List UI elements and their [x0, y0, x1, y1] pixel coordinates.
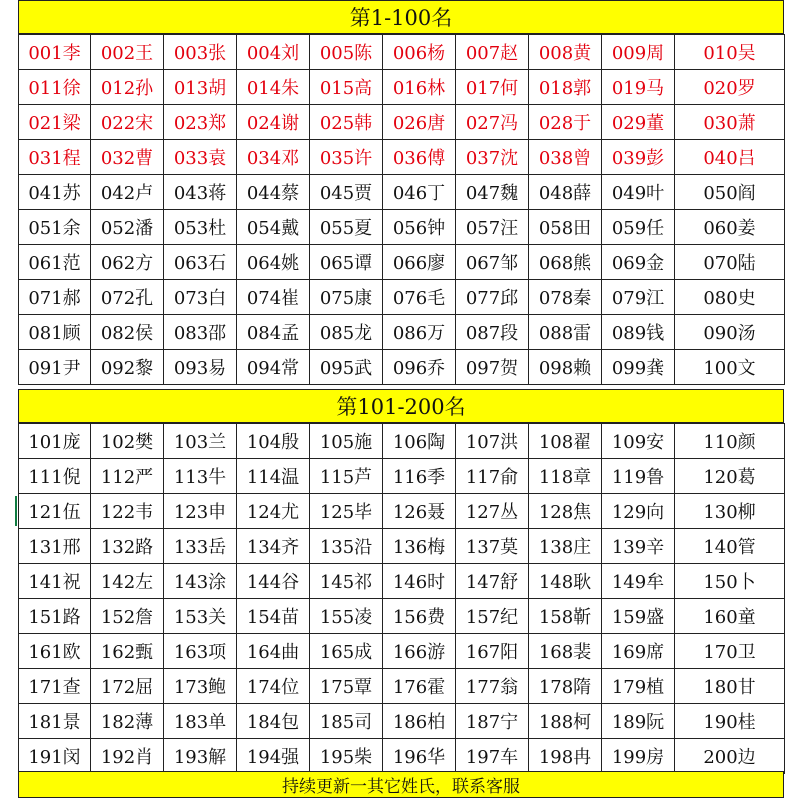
surname-cell[interactable]: 165成 [310, 634, 383, 669]
surname-cell[interactable]: 105施 [310, 424, 383, 459]
surname-cell[interactable]: 077邱 [456, 280, 529, 315]
surname-cell[interactable]: 062方 [91, 245, 164, 280]
surname-cell[interactable]: 056钟 [383, 210, 456, 245]
table-row [19, 245, 785, 280]
surname-cell[interactable]: 135沿 [310, 529, 383, 564]
surname-cell[interactable]: 014朱 [237, 70, 310, 105]
surname-cell[interactable]: 007赵 [456, 35, 529, 70]
surname-cell[interactable]: 029董 [602, 105, 675, 140]
surname-cell[interactable]: 053杜 [164, 210, 237, 245]
surname-cell[interactable]: 084孟 [237, 315, 310, 350]
table-row [19, 175, 785, 210]
surname-cell[interactable]: 083邵 [164, 315, 237, 350]
surname-cell[interactable]: 167阳 [456, 634, 529, 669]
surname-cell[interactable]: 155凌 [310, 599, 383, 634]
surname-cell[interactable]: 044蔡 [237, 175, 310, 210]
surname-cell[interactable]: 133岳 [164, 529, 237, 564]
surname-cell[interactable]: 118章 [529, 459, 602, 494]
surname-cell[interactable]: 199房 [602, 739, 675, 774]
surname-cell[interactable]: 184包 [237, 704, 310, 739]
surname-cell[interactable]: 112严 [91, 459, 164, 494]
surname-cell[interactable]: 082侯 [91, 315, 164, 350]
surname-cell[interactable]: 030萧 [675, 105, 785, 140]
surname-cell[interactable]: 072孔 [91, 280, 164, 315]
surname-cell[interactable]: 136梅 [383, 529, 456, 564]
surname-cell[interactable]: 101庞 [19, 424, 91, 459]
footer-text: 持续更新一其它姓氏，联系客服 [282, 777, 520, 797]
surname-cell[interactable]: 048薛 [529, 175, 602, 210]
table-row [19, 105, 785, 140]
surname-cell[interactable]: 143涂 [164, 564, 237, 599]
surname-cell[interactable]: 065谭 [310, 245, 383, 280]
surname-table-1-100 [18, 34, 785, 385]
table-row [19, 529, 785, 564]
surname-cell[interactable]: 032曹 [91, 140, 164, 175]
surname-cell[interactable]: 121伍 [19, 494, 91, 529]
table-row [19, 350, 785, 385]
surname-cell[interactable]: 097贺 [456, 350, 529, 385]
surname-cell[interactable]: 175覃 [310, 669, 383, 704]
surname-cell[interactable]: 194强 [237, 739, 310, 774]
table-row [19, 564, 785, 599]
surname-cell[interactable]: 114温 [237, 459, 310, 494]
surname-cell[interactable]: 176霍 [383, 669, 456, 704]
surname-cell[interactable]: 063石 [164, 245, 237, 280]
surname-cell[interactable]: 095武 [310, 350, 383, 385]
surname-cell[interactable]: 130柳 [675, 494, 785, 529]
surname-cell[interactable]: 079江 [602, 280, 675, 315]
surname-cell[interactable]: 111倪 [19, 459, 91, 494]
surname-cell[interactable]: 170卫 [675, 634, 785, 669]
surname-cell[interactable]: 120葛 [675, 459, 785, 494]
surname-cell[interactable]: 154苗 [237, 599, 310, 634]
surname-cell[interactable]: 163项 [164, 634, 237, 669]
surname-cell[interactable]: 087段 [456, 315, 529, 350]
surname-cell[interactable]: 149牟 [602, 564, 675, 599]
surname-cell[interactable]: 134齐 [237, 529, 310, 564]
surname-cell[interactable]: 188柯 [529, 704, 602, 739]
surname-cell[interactable]: 028于 [529, 105, 602, 140]
surname-cell[interactable]: 006杨 [383, 35, 456, 70]
surname-cell[interactable]: 124尤 [237, 494, 310, 529]
surname-cell[interactable]: 075康 [310, 280, 383, 315]
section-header-101-200 [18, 389, 784, 423]
surname-cell[interactable]: 021梁 [19, 105, 91, 140]
surname-cell[interactable]: 047魏 [456, 175, 529, 210]
surname-cell[interactable]: 093易 [164, 350, 237, 385]
surname-cell[interactable]: 179植 [602, 669, 675, 704]
table-row [19, 35, 785, 70]
surname-cell[interactable]: 088雷 [529, 315, 602, 350]
table-row [19, 634, 785, 669]
surname-cell[interactable]: 169席 [602, 634, 675, 669]
surname-cell[interactable]: 066廖 [383, 245, 456, 280]
section-title: 第101-200名 [336, 395, 466, 419]
surname-cell[interactable]: 010吴 [675, 35, 785, 70]
surname-cell[interactable]: 150卜 [675, 564, 785, 599]
surname-cell[interactable]: 061范 [19, 245, 91, 280]
surname-cell[interactable]: 185司 [310, 704, 383, 739]
surname-cell[interactable]: 049叶 [602, 175, 675, 210]
surname-cell[interactable]: 031程 [19, 140, 91, 175]
surname-cell[interactable]: 001李 [19, 35, 91, 70]
surname-cell[interactable]: 197车 [456, 739, 529, 774]
surname-cell[interactable]: 055夏 [310, 210, 383, 245]
surname-cell[interactable]: 045贾 [310, 175, 383, 210]
surname-cell[interactable]: 156费 [383, 599, 456, 634]
surname-cell[interactable]: 117俞 [456, 459, 529, 494]
surname-cell[interactable]: 181景 [19, 704, 91, 739]
surname-cell[interactable]: 162甄 [91, 634, 164, 669]
table-row [19, 140, 785, 175]
surname-cell[interactable]: 192肖 [91, 739, 164, 774]
surname-cell[interactable]: 002王 [91, 35, 164, 70]
surname-table-101-200 [18, 423, 785, 774]
table-row [19, 210, 785, 245]
surname-cell[interactable]: 070陆 [675, 245, 785, 280]
surname-cell[interactable]: 146时 [383, 564, 456, 599]
surname-cell[interactable]: 127丛 [456, 494, 529, 529]
surname-cell[interactable]: 042卢 [91, 175, 164, 210]
surname-cell[interactable]: 020罗 [675, 70, 785, 105]
surname-cell[interactable]: 005陈 [310, 35, 383, 70]
table-row [19, 669, 785, 704]
footer-banner [18, 771, 784, 798]
surname-cell[interactable]: 168裴 [529, 634, 602, 669]
surname-cell[interactable]: 090汤 [675, 315, 785, 350]
surname-cell[interactable]: 068熊 [529, 245, 602, 280]
surname-cell[interactable]: 128焦 [529, 494, 602, 529]
surname-cell[interactable]: 137莫 [456, 529, 529, 564]
surname-cell[interactable]: 144谷 [237, 564, 310, 599]
surname-cell[interactable]: 008黄 [529, 35, 602, 70]
surname-cell[interactable]: 076毛 [383, 280, 456, 315]
surname-cell[interactable]: 119鲁 [602, 459, 675, 494]
surname-cell[interactable]: 073白 [164, 280, 237, 315]
surname-cell[interactable]: 096乔 [383, 350, 456, 385]
surname-cell[interactable]: 035许 [310, 140, 383, 175]
surname-cell[interactable]: 060姜 [675, 210, 785, 245]
surname-cell[interactable]: 182薄 [91, 704, 164, 739]
surname-cell[interactable]: 018郭 [529, 70, 602, 105]
surname-cell[interactable]: 100文 [675, 350, 785, 385]
table-row [19, 704, 785, 739]
surname-cell[interactable]: 161欧 [19, 634, 91, 669]
surname-cell[interactable]: 098赖 [529, 350, 602, 385]
table-row [19, 739, 785, 774]
surname-cell[interactable]: 034邓 [237, 140, 310, 175]
surname-cell[interactable]: 131邢 [19, 529, 91, 564]
surname-cell[interactable]: 071郝 [19, 280, 91, 315]
surname-cell[interactable]: 043蒋 [164, 175, 237, 210]
surname-cell[interactable]: 174位 [237, 669, 310, 704]
surname-cell[interactable]: 039彭 [602, 140, 675, 175]
surname-cell[interactable]: 138庄 [529, 529, 602, 564]
surname-cell[interactable]: 040吕 [675, 140, 785, 175]
surname-cell[interactable]: 172屈 [91, 669, 164, 704]
surname-cell[interactable]: 041苏 [19, 175, 91, 210]
surname-cell[interactable]: 004刘 [237, 35, 310, 70]
surname-cell[interactable]: 191闵 [19, 739, 91, 774]
surname-cell[interactable]: 019马 [602, 70, 675, 105]
surname-cell[interactable]: 147舒 [456, 564, 529, 599]
surname-cell[interactable]: 102樊 [91, 424, 164, 459]
surname-cell[interactable]: 123申 [164, 494, 237, 529]
table-row [19, 599, 785, 634]
surname-cell[interactable]: 052潘 [91, 210, 164, 245]
surname-cell[interactable]: 177翁 [456, 669, 529, 704]
cell-selection-marker [15, 496, 17, 526]
surname-cell[interactable]: 140管 [675, 529, 785, 564]
surname-cell[interactable]: 116季 [383, 459, 456, 494]
surname-cell[interactable]: 012孙 [91, 70, 164, 105]
surname-cell[interactable]: 003张 [164, 35, 237, 70]
surname-cell[interactable]: 109安 [602, 424, 675, 459]
surname-cell[interactable]: 013胡 [164, 70, 237, 105]
surname-cell[interactable]: 081顾 [19, 315, 91, 350]
surname-cell[interactable]: 033袁 [164, 140, 237, 175]
surname-cell[interactable]: 036傅 [383, 140, 456, 175]
surname-cell[interactable]: 023郑 [164, 105, 237, 140]
surname-cell[interactable]: 132路 [91, 529, 164, 564]
surname-cell[interactable]: 103兰 [164, 424, 237, 459]
section-title: 第1-100名 [349, 6, 453, 30]
section-header-1-100 [18, 0, 784, 34]
surname-cell[interactable]: 089钱 [602, 315, 675, 350]
surname-cell[interactable]: 050阎 [675, 175, 785, 210]
surname-cell[interactable]: 059任 [602, 210, 675, 245]
surname-cell[interactable]: 166游 [383, 634, 456, 669]
surname-cell[interactable]: 125毕 [310, 494, 383, 529]
surname-cell[interactable]: 142左 [91, 564, 164, 599]
surname-cell[interactable]: 126聂 [383, 494, 456, 529]
surname-cell[interactable]: 009周 [602, 35, 675, 70]
surname-cell[interactable]: 024谢 [237, 105, 310, 140]
surname-cell[interactable]: 069金 [602, 245, 675, 280]
surname-cell[interactable]: 145祁 [310, 564, 383, 599]
surname-cell[interactable]: 110颜 [675, 424, 785, 459]
surname-cell[interactable]: 094常 [237, 350, 310, 385]
surname-cell[interactable]: 196华 [383, 739, 456, 774]
surname-cell[interactable]: 016林 [383, 70, 456, 105]
table-row [19, 459, 785, 494]
surname-cell[interactable]: 159盛 [602, 599, 675, 634]
surname-cell[interactable]: 195柴 [310, 739, 383, 774]
surname-cell[interactable]: 171查 [19, 669, 91, 704]
surname-cell[interactable]: 064姚 [237, 245, 310, 280]
surname-cell[interactable]: 091尹 [19, 350, 91, 385]
surname-cell[interactable]: 157纪 [456, 599, 529, 634]
surname-cell[interactable]: 078秦 [529, 280, 602, 315]
surname-cell[interactable]: 067邹 [456, 245, 529, 280]
surname-cell[interactable]: 074崔 [237, 280, 310, 315]
surname-cell[interactable]: 080史 [675, 280, 785, 315]
surname-cell[interactable]: 198冉 [529, 739, 602, 774]
surname-cell[interactable]: 153关 [164, 599, 237, 634]
surname-cell[interactable]: 037沈 [456, 140, 529, 175]
surname-cell[interactable]: 106陶 [383, 424, 456, 459]
surname-cell[interactable]: 178隋 [529, 669, 602, 704]
surname-cell[interactable]: 057汪 [456, 210, 529, 245]
surname-cell[interactable]: 190桂 [675, 704, 785, 739]
surname-cell[interactable]: 107洪 [456, 424, 529, 459]
table-row [19, 280, 785, 315]
surname-cell[interactable]: 180甘 [675, 669, 785, 704]
surname-cell[interactable]: 099龚 [602, 350, 675, 385]
surname-cell[interactable]: 193解 [164, 739, 237, 774]
surname-cell[interactable]: 186柏 [383, 704, 456, 739]
surname-cell[interactable]: 046丁 [383, 175, 456, 210]
surname-cell[interactable]: 026唐 [383, 105, 456, 140]
surname-cell[interactable]: 054戴 [237, 210, 310, 245]
table-row [19, 494, 785, 529]
surname-cell[interactable]: 086万 [383, 315, 456, 350]
surname-cell[interactable]: 085龙 [310, 315, 383, 350]
surname-ranking-sheet [18, 0, 784, 800]
table-row [19, 315, 785, 350]
table-row [19, 424, 785, 459]
surname-cell[interactable]: 115芦 [310, 459, 383, 494]
surname-cell[interactable]: 104殷 [237, 424, 310, 459]
surname-cell[interactable]: 108翟 [529, 424, 602, 459]
surname-cell[interactable]: 122韦 [91, 494, 164, 529]
surname-cell[interactable]: 139辛 [602, 529, 675, 564]
surname-cell[interactable]: 160童 [675, 599, 785, 634]
surname-cell[interactable]: 187宁 [456, 704, 529, 739]
surname-cell[interactable]: 027冯 [456, 105, 529, 140]
surname-cell[interactable]: 148耿 [529, 564, 602, 599]
surname-cell[interactable]: 200边 [675, 739, 785, 774]
table-row [19, 70, 785, 105]
surname-cell[interactable]: 141祝 [19, 564, 91, 599]
surname-cell[interactable]: 183单 [164, 704, 237, 739]
surname-cell[interactable]: 022宋 [91, 105, 164, 140]
surname-cell[interactable]: 025韩 [310, 105, 383, 140]
surname-cell[interactable]: 158靳 [529, 599, 602, 634]
surname-cell[interactable]: 173鲍 [164, 669, 237, 704]
surname-cell[interactable]: 017何 [456, 70, 529, 105]
surname-cell[interactable]: 015高 [310, 70, 383, 105]
surname-cell[interactable]: 164曲 [237, 634, 310, 669]
surname-cell[interactable]: 038曾 [529, 140, 602, 175]
surname-cell[interactable]: 189阮 [602, 704, 675, 739]
surname-cell[interactable]: 092黎 [91, 350, 164, 385]
surname-cell[interactable]: 152詹 [91, 599, 164, 634]
surname-cell[interactable]: 113牛 [164, 459, 237, 494]
surname-cell[interactable]: 058田 [529, 210, 602, 245]
surname-cell[interactable]: 011徐 [19, 70, 91, 105]
surname-cell[interactable]: 051余 [19, 210, 91, 245]
surname-cell[interactable]: 151路 [19, 599, 91, 634]
surname-cell[interactable]: 129向 [602, 494, 675, 529]
